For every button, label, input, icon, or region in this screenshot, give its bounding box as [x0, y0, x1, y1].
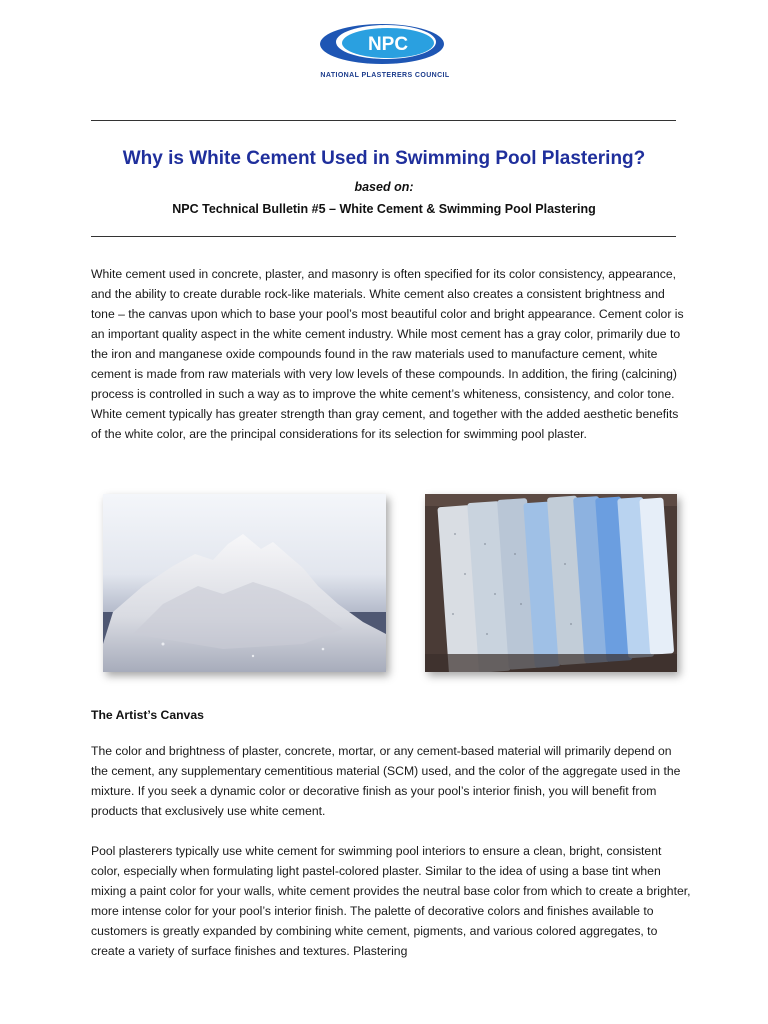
page-title: Why is White Cement Used in Swimming Pool Plastering?: [122, 148, 646, 169]
header-divider: [91, 236, 676, 237]
logo-org-name: NATIONAL PLASTERERS COUNCIL: [320, 72, 450, 79]
plasterers-paragraph: Pool plasterers typically use white cement for swimming pool interiors to ensure a clean, bright, consistent color, especially when formulating light pastel-colored plaster. Similar to the idea of using a base tint when mixing a paint color for your walls, white cement provides the neutral base color from which to create a brighter, more intense color for your pool’s interior finish. The palette of decorative colors and finishes available to customers is greatly expanded by combining white cement, pigments, and various colored aggregates, to create a variety of surface finishes and textures. Plastering: [91, 844, 691, 958]
canvas-paragraph: The color and brightness of plaster, concrete, mortar, or any cement-based material will primarily depend on the cement, any supplementary cementitious material (SCM) used, and the color of the aggregate used in the mixture. If you seek a dynamic color or decorative finish as your pool’s interior finish, you will benefit from products that exclusively use white cement.: [91, 744, 681, 818]
bulletin-reference: NPC Technical Bulletin #5 – White Cement & Swimming Pool Plastering: [172, 202, 596, 216]
based-on-label: based on:: [354, 180, 414, 194]
logo-mark-text: NPC: [367, 34, 409, 55]
npc-logo-mark: [318, 20, 452, 70]
white-cement-powder-photo: [103, 494, 386, 672]
section-heading: The Artist’s Canvas: [91, 708, 204, 722]
plaster-samples-photo: [425, 494, 677, 672]
top-divider: [91, 120, 676, 121]
npc-logo: [290, 20, 480, 86]
intro-paragraph: White cement used in concrete, plaster, and masonry is often specified for its color consistency, appearance, and the ability to create durable rock-like materials. White cement also creates a consistent brightness and tone – the canvas upon which to base your pool’s most beautiful color and bright appearance. Cement color is an important quality aspect in the white cement industry. While most cement has a gray color, primarily due to the iron and manganese oxide compounds found in the raw materials used to manufacture cement, white cement is made from raw materials with very low levels of these compounds. In addition, the firing (calcining) process is controlled in such a way as to improve the white cement’s whiteness, consistency, and color tone. White cement typically has greater strength than gray cement, and together with the added aesthetic benefits of the white color, are the principal considerations for its selection for swimming pool plaster.: [91, 267, 684, 441]
